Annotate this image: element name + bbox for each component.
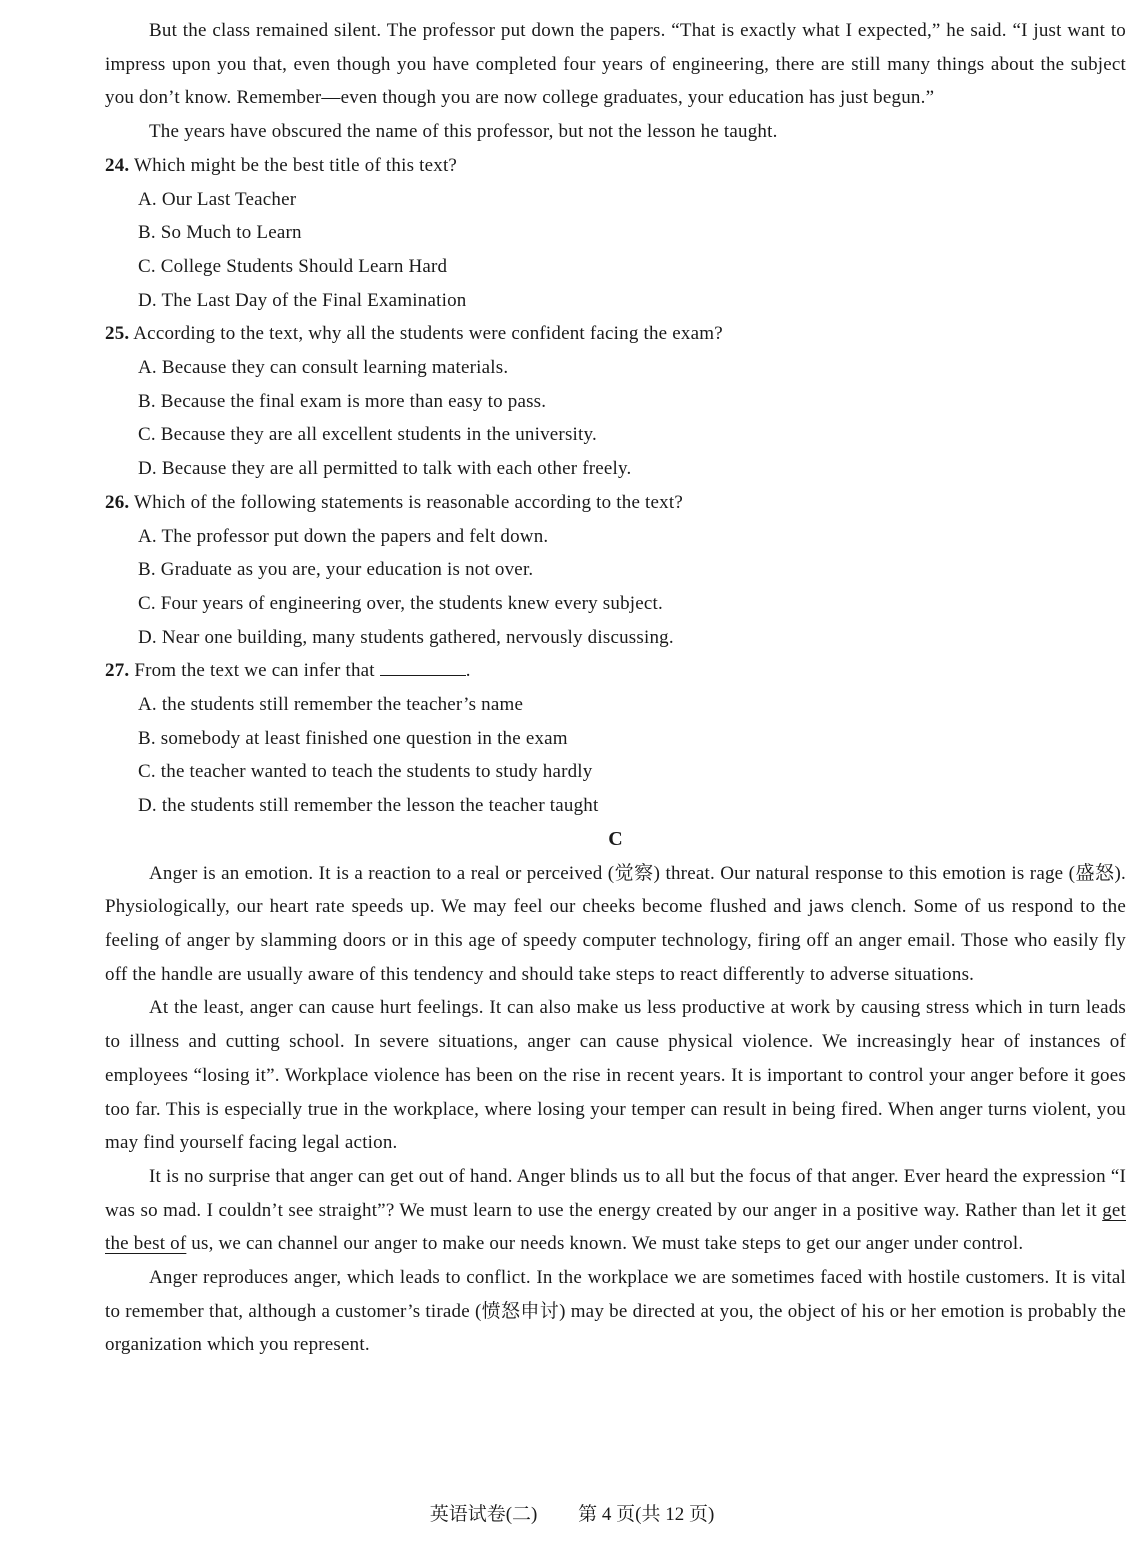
question-stem: Which might be the best title of this text? xyxy=(133,154,458,176)
passage-b-paragraph: But the class remained silent. The professor put down the papers. “That is exactly what I expected,” he said. “I just want to impress upon you that, even though you have completed four years of engineering, there are still many things about the subject you don’t know. Remember—even though you are now college graduates, your education has just begun.” xyxy=(105,20,1126,109)
passage-c-paragraph: Anger reproduces anger, which leads to conflict. In the workplace we are sometimes faced with hostile customers. It is vital to remember that, although a customer’s tirade (愤怒申讨) may be directed at you, the object of his or her emotion is probably the organization which you represent. xyxy=(105,1267,1126,1356)
question-27 xyxy=(105,654,1126,688)
option-b: B. So Much to Learn xyxy=(138,222,302,244)
passage-c-paragraph: At the least, anger can cause hurt feelings. It can also make us less productive at work by causing stress which in turn leads to illness and cutting school. In severe situations, anger can cause physical violence. We increasingly hear of instances of employees “losing it”. Workplace violence has been on the rise in recent years. It is important to control your anger before it goes too far. This is especially true in the workplace, where losing your temper can result in being fired. When anger turns violent, you may find yourself facing legal action. xyxy=(105,997,1126,1154)
question-stem: From the text we can infer that xyxy=(134,660,375,682)
page-number: 第 4 页(共 12 页) xyxy=(578,1504,715,1525)
option-a: A. Our Last Teacher xyxy=(138,188,297,210)
question-number: 27. xyxy=(105,660,130,682)
question-number: 24. xyxy=(105,154,130,176)
question-stem: According to the text, why all the students were confident facing the exam? xyxy=(133,323,723,345)
question-25 xyxy=(105,317,1126,351)
underlined-phrase: get the best of xyxy=(105,1199,1126,1255)
question-number: 25. xyxy=(105,323,130,345)
option-c: C. the teacher wanted to teach the students to study hardly xyxy=(138,761,593,783)
option-c: C. Because they are all excellent students in the university. xyxy=(138,424,597,446)
option-a: A. the students still remember the teacher’s name xyxy=(138,694,524,716)
question-26 xyxy=(105,486,1126,520)
option-b: B. somebody at least finished one question in the exam xyxy=(138,727,568,749)
passage-c-paragraph: Anger is an emotion. It is a reaction to a real or perceived (觉察) threat. Our natural response to this emotion is rage (盛怒). Physiologically, our heart rate speeds up. We may feel our cheeks become flushed and jaws clench. Some of us respond to the feeling of anger by slamming doors or in this age of speedy computer technology, firing off an anger email. Those who easily fly off the handle are usually aware of this tendency and should take steps to react differently to adverse situations. xyxy=(105,862,1126,985)
page-footer xyxy=(0,1500,1144,1530)
paragraph-text: us, we can channel our anger to make our needs known. We must take steps to get our anger under control. xyxy=(186,1233,1024,1255)
option-a: A. The professor put down the papers and felt down. xyxy=(138,525,549,547)
option-a: A. Because they can consult learning materials. xyxy=(138,357,509,379)
question-24 xyxy=(105,149,1126,183)
passage-c-paragraph xyxy=(105,1160,1126,1261)
option-c: C. Four years of engineering over, the students knew every subject. xyxy=(138,592,663,614)
option-d: D. The Last Day of the Final Examination xyxy=(138,289,467,311)
question-stem-end: . xyxy=(465,660,471,682)
option-d: D. Because they are all permitted to talk with each other freely. xyxy=(138,458,632,480)
paragraph-text: It is no surprise that anger can get out of hand. Anger blinds us to all but the focus of that anger. Ever heard the expression “I was so mad. I couldn’t see straight”? We must learn to use the energy created by our anger in a positive way. Rather than let it xyxy=(105,1165,1126,1221)
option-b: B. Because the final exam is more than easy to pass. xyxy=(138,390,547,412)
answer-blank xyxy=(380,661,466,676)
option-b: B. Graduate as you are, your education is not over. xyxy=(138,559,534,581)
option-d: D. the students still remember the lesson the teacher taught xyxy=(138,795,599,817)
question-stem: Which of the following statements is reasonable according to the text? xyxy=(133,491,683,513)
paper-title: 英语试卷(二) xyxy=(429,1504,538,1525)
option-d: D. Near one building, many students gathered, nervously discussing. xyxy=(138,626,674,648)
passage-b-paragraph: The years have obscured the name of this professor, but not the lesson he taught. xyxy=(149,121,778,143)
option-c: C. College Students Should Learn Hard xyxy=(138,255,448,277)
passage-heading: C xyxy=(608,827,623,850)
page-content xyxy=(105,14,1126,1362)
question-number: 26. xyxy=(105,491,130,513)
